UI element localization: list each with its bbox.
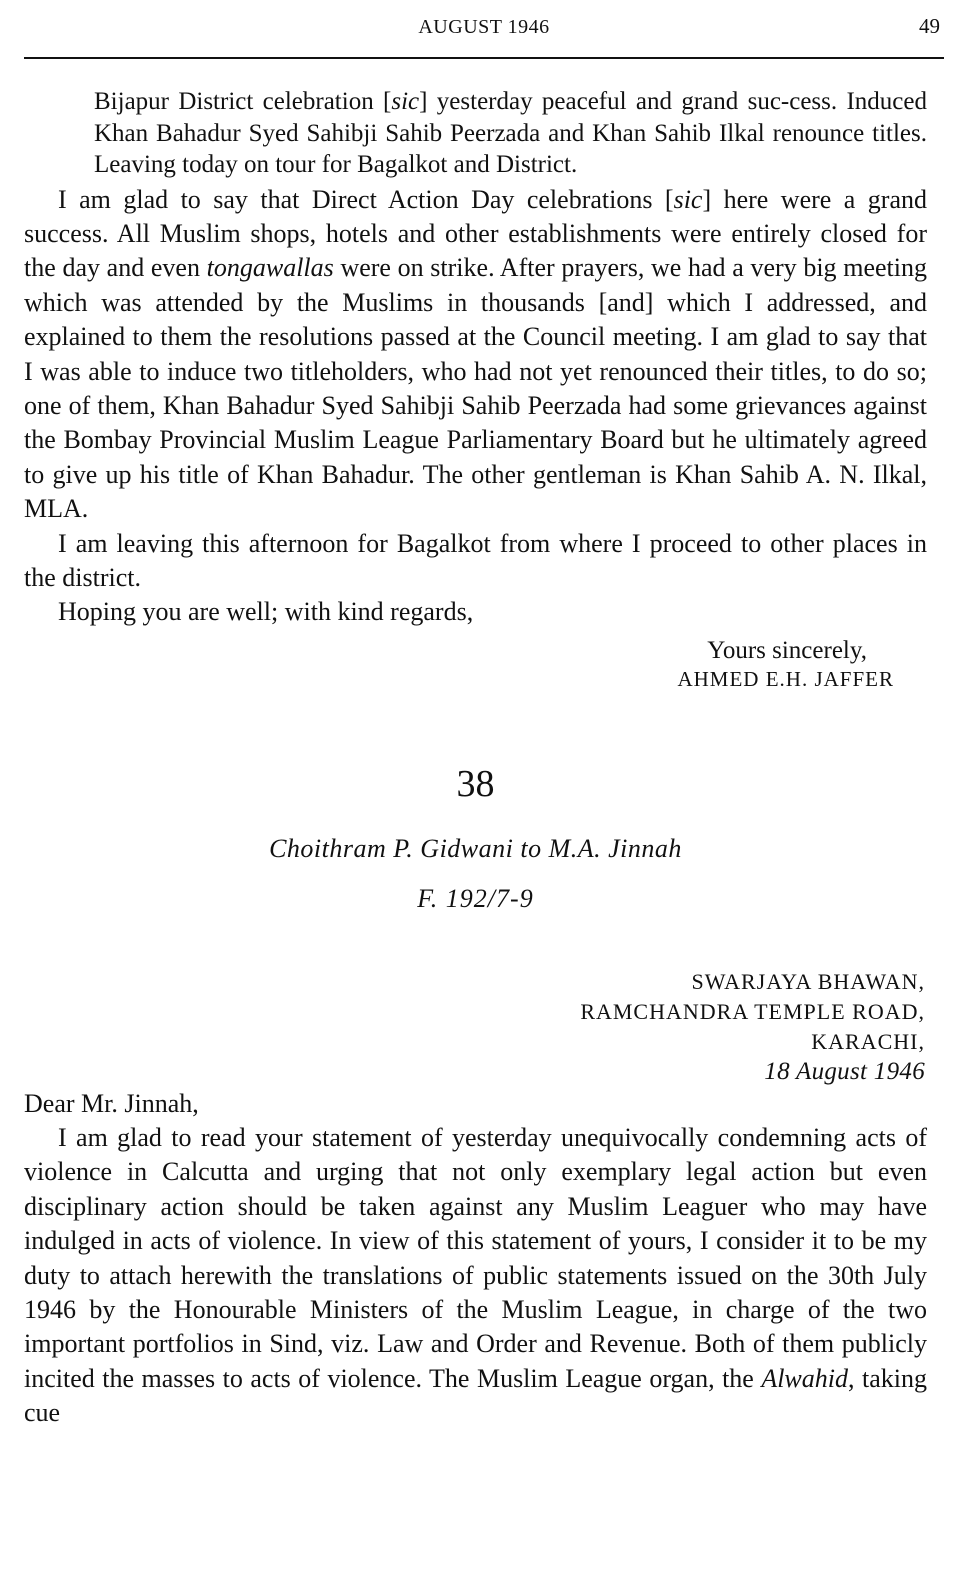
text-run: Alwahid	[761, 1363, 848, 1393]
address-line: SWARJAYA BHAWAN,	[691, 968, 925, 994]
letter-signoff	[24, 636, 927, 692]
letter-paragraph	[24, 1121, 927, 1431]
salutation: Dear Mr. Jinnah,	[24, 1088, 199, 1118]
running-head: AUGUST 1946	[418, 16, 550, 38]
telegram-quote	[24, 86, 927, 181]
header-rule	[24, 57, 944, 59]
text-run: Hoping you are well; with kind regards,	[58, 597, 474, 627]
letter-paragraph	[24, 595, 927, 629]
letter-paragraph	[24, 527, 927, 596]
text-run: tongawallas	[206, 253, 334, 283]
sender-address	[24, 967, 927, 1087]
quote-run: ] yesterday peaceful and grand suc-cess. Induced Khan Bahadur Syed Sahibji Sahib Peerzada and Khan Sahib Ilkal renounce titles. Leaving today on tour for Bagalkot and District.	[94, 88, 927, 178]
page-header	[24, 12, 944, 42]
text-run: I am leaving this afternoon for Bagalkot from where I proceed to other places in the district.	[24, 528, 927, 592]
text-run: I am glad to read your statement of yesterday unequivocally condemning acts of violence in Calcutta and urging that not only exemplary legal action but even disciplinary action should be taken against any Muslim Leaguer who may have indulged in acts of violence. In view of this statement of yours, I consider it to be my duty to attach herewith the translations of public statements issued on the 30th July 1946 by the Honourable Ministers of the Muslim League, in charge of the two important portfolios in Sind, viz. Law and Order and Revenue. Both of them publicly incited the masses to acts of violence. The Muslim League organ, the	[24, 1123, 927, 1393]
text-run: sic	[673, 184, 703, 214]
document-number: 38	[456, 762, 495, 805]
document-title: Choithram P. Gidwani to M.A. Jinnah	[269, 833, 682, 863]
text-run: ] here were a grand success. All Muslim shops, hotels and other establishments were entirely closed for the day and even	[24, 184, 927, 283]
page-body	[24, 86, 927, 1431]
text-run: I am glad to say that Direct Action Day celebrations [	[58, 184, 674, 214]
quote-run: Bijapur District celebration [	[94, 88, 392, 115]
address-line: KARACHI,	[811, 1028, 925, 1054]
text-run: were on strike. After prayers, we had a very big meeting which was attended by the Muslims in thousands [and] which I addressed, and explained to them the resolutions passed at the Council meeting. I am glad to say that I was able to induce two titleholders, who had not yet renounced their titles, to do so; one of them, Khan Bahadur Syed Sahibji Sahib Peerzada had some grievances against the Bombay Provincial Muslim League Parliamentary Board but he ultimately agreed to give up his title of Khan Bahadur. The other gentleman is Khan Sahib A. N. Ilkal, MLA.	[24, 253, 927, 524]
file-reference: F. 192/7-9	[417, 884, 534, 914]
letter-paragraph	[24, 183, 927, 527]
letter-date: 18 August 1946	[764, 1057, 925, 1085]
quote-run: sic	[391, 88, 420, 115]
closing: Yours sincerely,	[707, 636, 867, 664]
signature: AHMED E.H. JAFFER	[677, 666, 894, 691]
text-run: , taking cue	[24, 1363, 927, 1428]
page-number: 49	[919, 14, 940, 38]
address-line: RAMCHANDRA TEMPLE ROAD,	[580, 998, 925, 1024]
